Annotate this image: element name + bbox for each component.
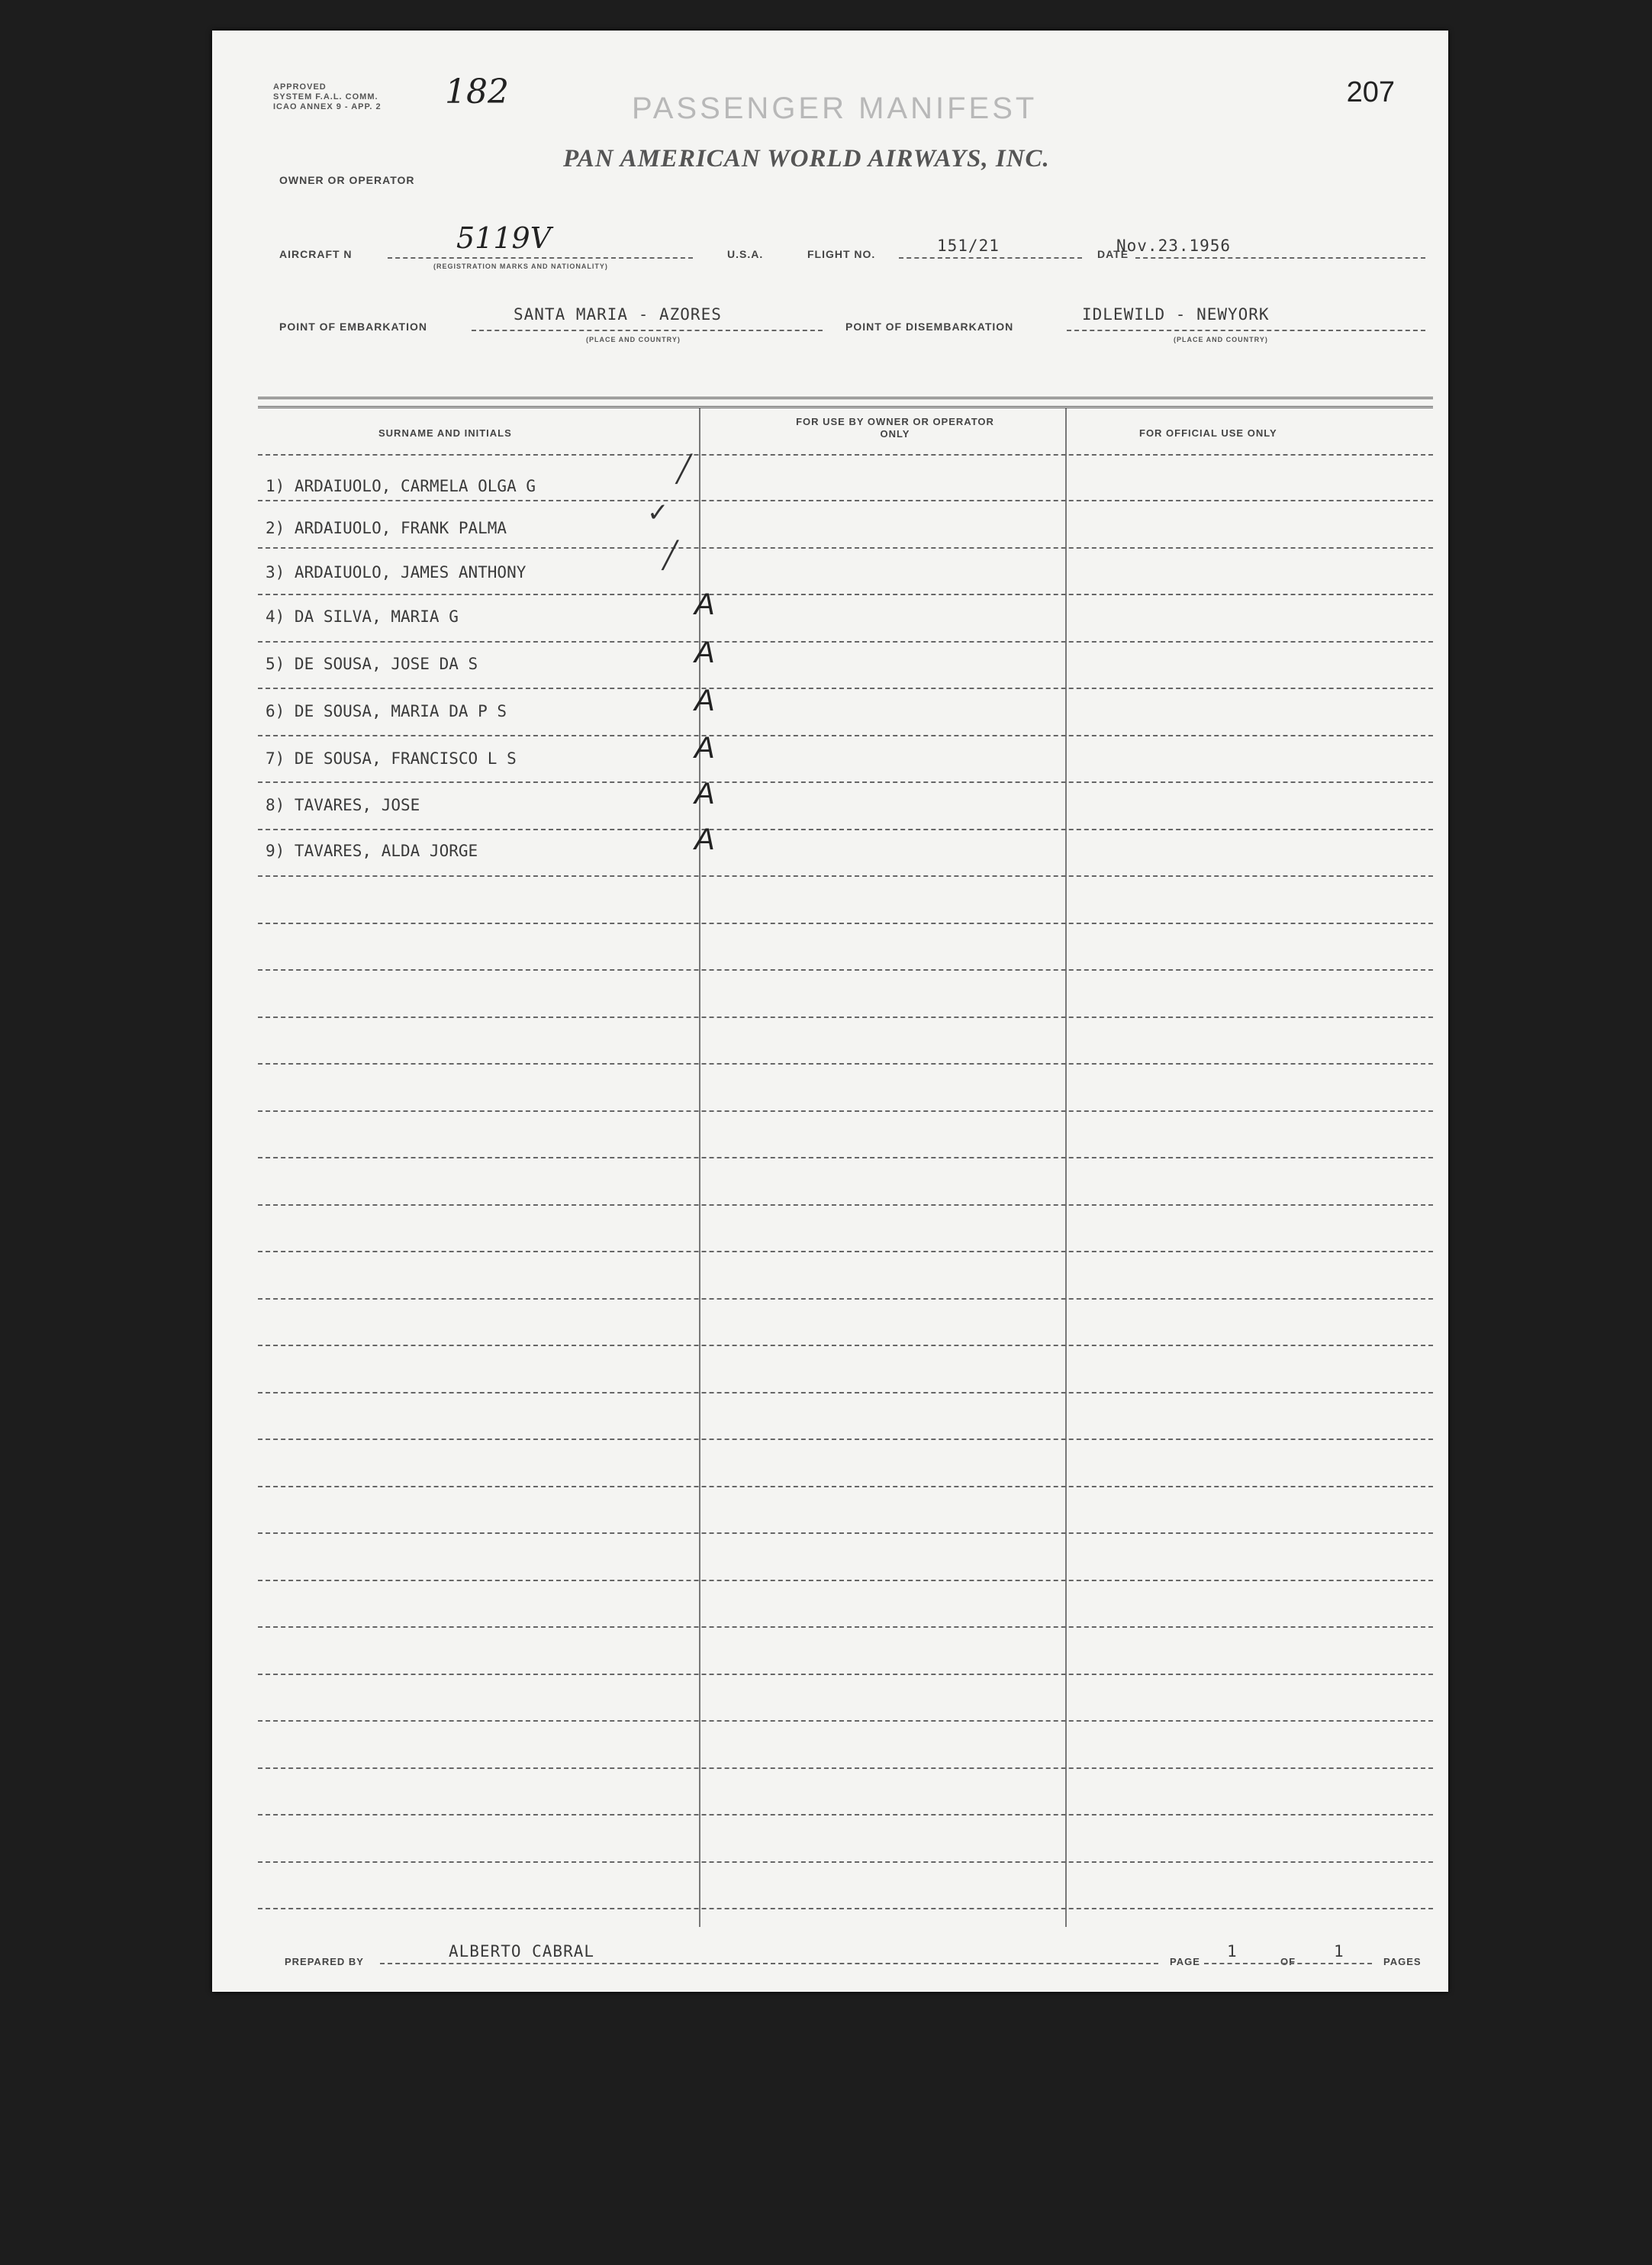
table-rule (258, 969, 1433, 971)
embarkation-label: POINT OF EMBARKATION (279, 321, 427, 333)
of-value: 1 (1334, 1942, 1344, 1961)
passenger-row: 9) TAVARES, ALDA JORGE (266, 842, 478, 860)
table-rule (258, 875, 1433, 877)
table-rule (258, 1580, 1433, 1581)
aircraft-label: AIRCRAFT N (279, 248, 353, 260)
table-rule (258, 735, 1433, 736)
table-rule (258, 454, 1433, 456)
table-rule (258, 1063, 1433, 1065)
table-rule (258, 1486, 1433, 1487)
approval-stamp (273, 82, 382, 112)
table-rule (258, 1720, 1433, 1722)
embarkation-value: SANTA MARIA - AZORES (514, 305, 722, 324)
table-rule (258, 500, 1433, 501)
owner-label: OWNER OR OPERATOR (279, 174, 415, 186)
of-label: OF (1280, 1956, 1296, 1967)
page-number: 207 (1346, 76, 1395, 108)
table-rule (258, 1861, 1433, 1863)
table-rule (258, 1345, 1433, 1346)
passenger-row: 5) DE SOUSA, JOSE DA S (266, 655, 478, 673)
operator-name: PAN AMERICAN WORLD AIRWAYS, INC. (563, 145, 1050, 172)
table-rule (258, 829, 1433, 830)
prepared-label: PREPARED BY (285, 1956, 364, 1967)
registration-value: 5119V (456, 221, 552, 255)
pages-label: PAGES (1383, 1956, 1422, 1967)
passenger-row: 8) TAVARES, JOSE (266, 796, 420, 814)
check-mark-icon: ╱ (676, 454, 692, 485)
mark-a: A (694, 731, 715, 765)
table-rule (258, 1439, 1433, 1440)
table-rule (258, 641, 1433, 643)
approval-line: ICAO ANNEX 9 - APP. 2 (273, 102, 382, 111)
table-rule (258, 1017, 1433, 1018)
disembarkation-caption: (PLACE AND COUNTRY) (1174, 336, 1268, 343)
table-rule (258, 923, 1433, 924)
country-label: U.S.A. (727, 248, 764, 260)
check-mark-icon: ✓ (647, 498, 669, 528)
manifest-page (212, 31, 1448, 1992)
passenger-row: 2) ARDAIUOLO, FRANK PALMA (266, 519, 507, 537)
embarkation-caption: (PLACE AND COUNTRY) (586, 336, 681, 343)
table-rule (258, 688, 1433, 689)
date-label: DATE (1097, 248, 1129, 260)
table-rule (258, 1110, 1433, 1112)
approval-line: SYSTEM F.A.L. COMM. (273, 92, 378, 101)
mark-a: A (694, 777, 715, 810)
table-rule (258, 1157, 1433, 1158)
disembarkation-value: IDLEWILD - NEWYORK (1082, 305, 1270, 324)
table-rule (258, 1392, 1433, 1393)
mark-a: A (694, 684, 715, 717)
table-rule (258, 1908, 1433, 1909)
flight-number: 151/21 (937, 237, 1000, 255)
table-rule (258, 1298, 1433, 1300)
flight-label: FLIGHT NO. (807, 248, 876, 260)
table-rule (258, 1532, 1433, 1534)
passenger-row: 4) DA SILVA, MARIA G (266, 607, 459, 626)
mark-a: A (694, 636, 715, 669)
page-title: PASSENGER MANIFEST (632, 92, 1038, 125)
date-value: Nov.23.1956 (1116, 237, 1232, 255)
table-rule (258, 1767, 1433, 1769)
passenger-row: 3) ARDAIUOLO, JAMES ANTHONY (266, 563, 527, 582)
page-value: 1 (1227, 1942, 1238, 1961)
column-header-official-use: FOR OFFICIAL USE ONLY (1139, 427, 1277, 439)
disembarkation-label: POINT OF DISEMBARKATION (845, 321, 1014, 333)
mark-a: A (694, 588, 715, 621)
table-rule (258, 1814, 1433, 1816)
passenger-row: 1) ARDAIUOLO, CARMELA OLGA G (266, 477, 536, 495)
approval-line: APPROVED (273, 82, 327, 92)
mark-a: A (694, 823, 715, 856)
table-rule (258, 781, 1433, 783)
table-rule (258, 547, 1433, 549)
column-header-surname: SURNAME AND INITIALS (378, 427, 512, 439)
column-header-owner-use: FOR USE BY OWNER OR OPERATOR ONLY (796, 416, 994, 440)
passenger-row: 6) DE SOUSA, MARIA DA P S (266, 702, 507, 720)
table-rule (258, 594, 1433, 595)
registration-caption: (REGISTRATION MARKS AND NATIONALITY) (433, 263, 608, 270)
check-mark-icon: ╱ (662, 540, 678, 571)
handwritten-number: 182 (445, 72, 509, 111)
page-label: PAGE (1170, 1956, 1200, 1967)
prepared-by: ALBERTO CABRAL (449, 1942, 595, 1961)
table-rule (258, 1674, 1433, 1675)
passenger-row: 7) DE SOUSA, FRANCISCO L S (266, 749, 517, 768)
table-rule (258, 1626, 1433, 1628)
table-rule (258, 1204, 1433, 1206)
table-rule (258, 1251, 1433, 1252)
